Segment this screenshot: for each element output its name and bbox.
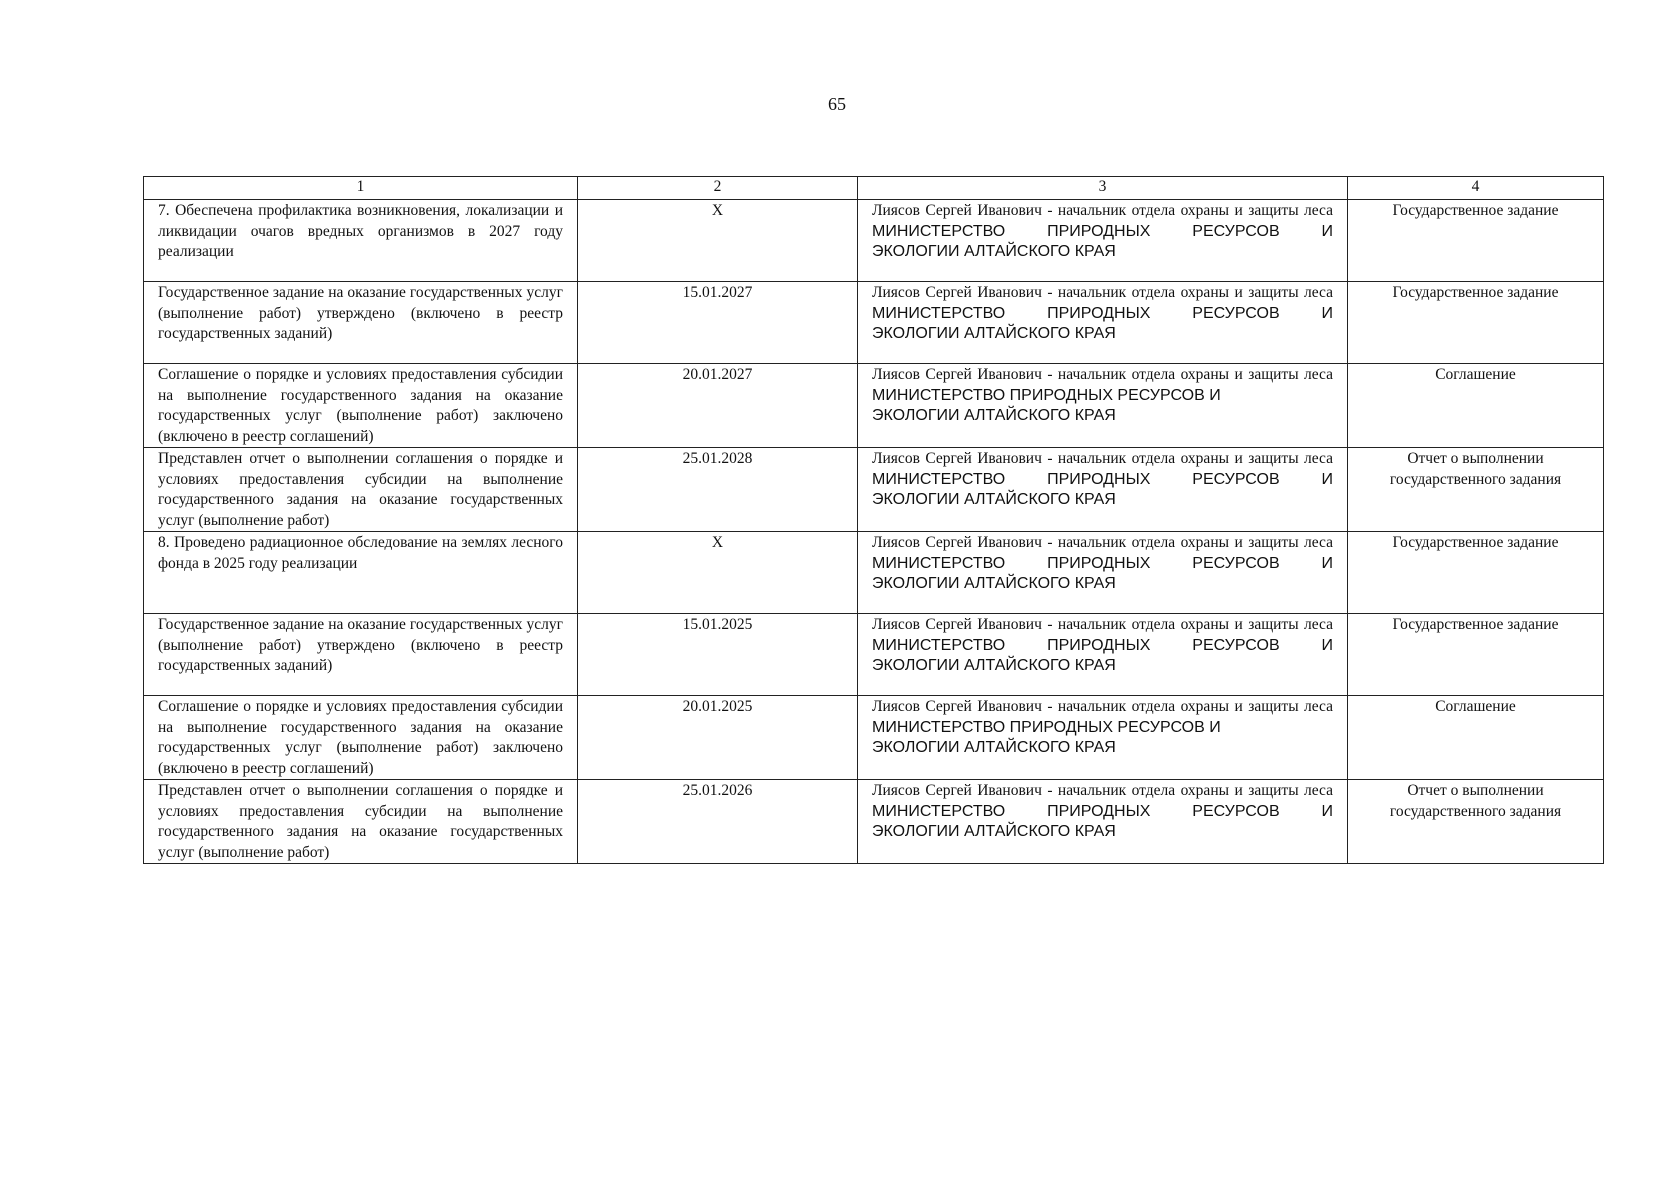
table-row (144, 200, 1604, 282)
result-text: Соглашение о порядке и условиях предоставления субсидии на выполнение государственного задания на оказание государственных услуг (выполнение работ) заключено (включено в реестр соглашений) (144, 364, 578, 448)
result-text: 8. Проведено радиационное обследование на землях лесного фонда в 2025 году реализации (144, 532, 578, 614)
document-type: Государственное задание (1348, 200, 1604, 282)
responsible-person: Лиясов Сергей Иванович - начальник отдела охраны и защиты леса (872, 202, 1333, 219)
page-number: 65 (828, 94, 846, 114)
control-date: 25.01.2026 (578, 780, 858, 864)
responsible-cell (858, 532, 1348, 614)
responsible-cell (858, 780, 1348, 864)
responsible-person: Лиясов Сергей Иванович - начальник отдела охраны и защиты леса (872, 366, 1333, 383)
document-type: Отчет о выполнении государственного задания (1348, 780, 1604, 864)
column-header-3: 3 (858, 177, 1348, 200)
responsible-person: Лиясов Сергей Иванович - начальник отдела охраны и защиты леса (872, 782, 1333, 799)
organization-line-1: МИНИСТЕРСТВО ПРИРОДНЫХ РЕСУРСОВ И (872, 554, 1333, 572)
organization-line-2: ЭКОЛОГИИ АЛТАЙСКОГО КРАЯ (872, 491, 1116, 508)
document-type: Отчет о выполнении государственного задания (1348, 448, 1604, 532)
organization-line-2: ЭКОЛОГИИ АЛТАЙСКОГО КРАЯ (872, 739, 1116, 756)
table-row (144, 282, 1604, 364)
organization-line-2: ЭКОЛОГИИ АЛТАЙСКОГО КРАЯ (872, 823, 1116, 840)
result-text: Государственное задание на оказание государственных услуг (выполнение работ) утверждено (включено в реестр государственных заданий) (144, 614, 578, 696)
table-row (144, 696, 1604, 780)
result-text: Соглашение о порядке и условиях предоставления субсидии на выполнение государственного задания на оказание государственных услуг (выполнение работ) заключено (включено в реестр соглашений) (144, 696, 578, 780)
header-row (144, 177, 1604, 200)
column-header-1: 1 (144, 177, 578, 200)
result-text: 7. Обеспечена профилактика возникновения, локализации и ликвидации очагов вредных организмов в 2027 году реализации (144, 200, 578, 282)
column-header-4: 4 (1348, 177, 1604, 200)
responsible-cell (858, 614, 1348, 696)
organization-line-2: ЭКОЛОГИИ АЛТАЙСКОГО КРАЯ (872, 243, 1116, 260)
control-date: 20.01.2027 (578, 364, 858, 448)
organization-line-2: ЭКОЛОГИИ АЛТАЙСКОГО КРАЯ (872, 325, 1116, 342)
responsible-cell (858, 364, 1348, 448)
organization-line-1: МИНИСТЕРСТВО ПРИРОДНЫХ РЕСУРСОВ И (872, 386, 1221, 404)
table-row (144, 614, 1604, 696)
organization-line-2: ЭКОЛОГИИ АЛТАЙСКОГО КРАЯ (872, 575, 1116, 592)
document-type: Соглашение (1348, 364, 1604, 448)
document-type: Соглашение (1348, 696, 1604, 780)
responsible-cell (858, 200, 1348, 282)
responsible-person: Лиясов Сергей Иванович - начальник отдела охраны и защиты леса (872, 534, 1333, 551)
responsible-person: Лиясов Сергей Иванович - начальник отдела охраны и защиты леса (872, 616, 1333, 633)
result-text: Представлен отчет о выполнении соглашения о порядке и условиях предоставления субсидии на выполнение государственного задания на оказание государственных услуг (выполнение работ) (144, 448, 578, 532)
organization-line-1: МИНИСТЕРСТВО ПРИРОДНЫХ РЕСУРСОВ И (872, 304, 1333, 322)
table-row (144, 532, 1604, 614)
organization-line-1: МИНИСТЕРСТВО ПРИРОДНЫХ РЕСУРСОВ И (872, 636, 1333, 654)
organization-line-1: МИНИСТЕРСТВО ПРИРОДНЫХ РЕСУРСОВ И (872, 718, 1221, 736)
document-type: Государственное задание (1348, 282, 1604, 364)
control-date: 20.01.2025 (578, 696, 858, 780)
control-date: 25.01.2028 (578, 448, 858, 532)
control-date: X (578, 532, 858, 614)
result-text: Представлен отчет о выполнении соглашения о порядке и условиях предоставления субсидии на выполнение государственного задания на оказание государственных услуг (выполнение работ) (144, 780, 578, 864)
plan-table (143, 176, 1604, 864)
organization-line-1: МИНИСТЕРСТВО ПРИРОДНЫХ РЕСУРСОВ И (872, 802, 1333, 820)
responsible-cell (858, 696, 1348, 780)
column-header-2: 2 (578, 177, 858, 200)
organization-line-2: ЭКОЛОГИИ АЛТАЙСКОГО КРАЯ (872, 407, 1116, 424)
responsible-person: Лиясов Сергей Иванович - начальник отдела охраны и защиты леса (872, 284, 1333, 301)
result-text: Государственное задание на оказание государственных услуг (выполнение работ) утверждено (включено в реестр государственных заданий) (144, 282, 578, 364)
responsible-cell (858, 448, 1348, 532)
document-type: Государственное задание (1348, 532, 1604, 614)
table-row (144, 448, 1604, 532)
document-type: Государственное задание (1348, 614, 1604, 696)
control-date: 15.01.2025 (578, 614, 858, 696)
control-date: X (578, 200, 858, 282)
responsible-person: Лиясов Сергей Иванович - начальник отдела охраны и защиты леса (872, 698, 1333, 715)
organization-line-1: МИНИСТЕРСТВО ПРИРОДНЫХ РЕСУРСОВ И (872, 222, 1333, 240)
control-date: 15.01.2027 (578, 282, 858, 364)
responsible-person: Лиясов Сергей Иванович - начальник отдела охраны и защиты леса (872, 450, 1333, 467)
table-row (144, 780, 1604, 864)
table-row (144, 364, 1604, 448)
responsible-cell (858, 282, 1348, 364)
organization-line-1: МИНИСТЕРСТВО ПРИРОДНЫХ РЕСУРСОВ И (872, 470, 1333, 488)
organization-line-2: ЭКОЛОГИИ АЛТАЙСКОГО КРАЯ (872, 657, 1116, 674)
